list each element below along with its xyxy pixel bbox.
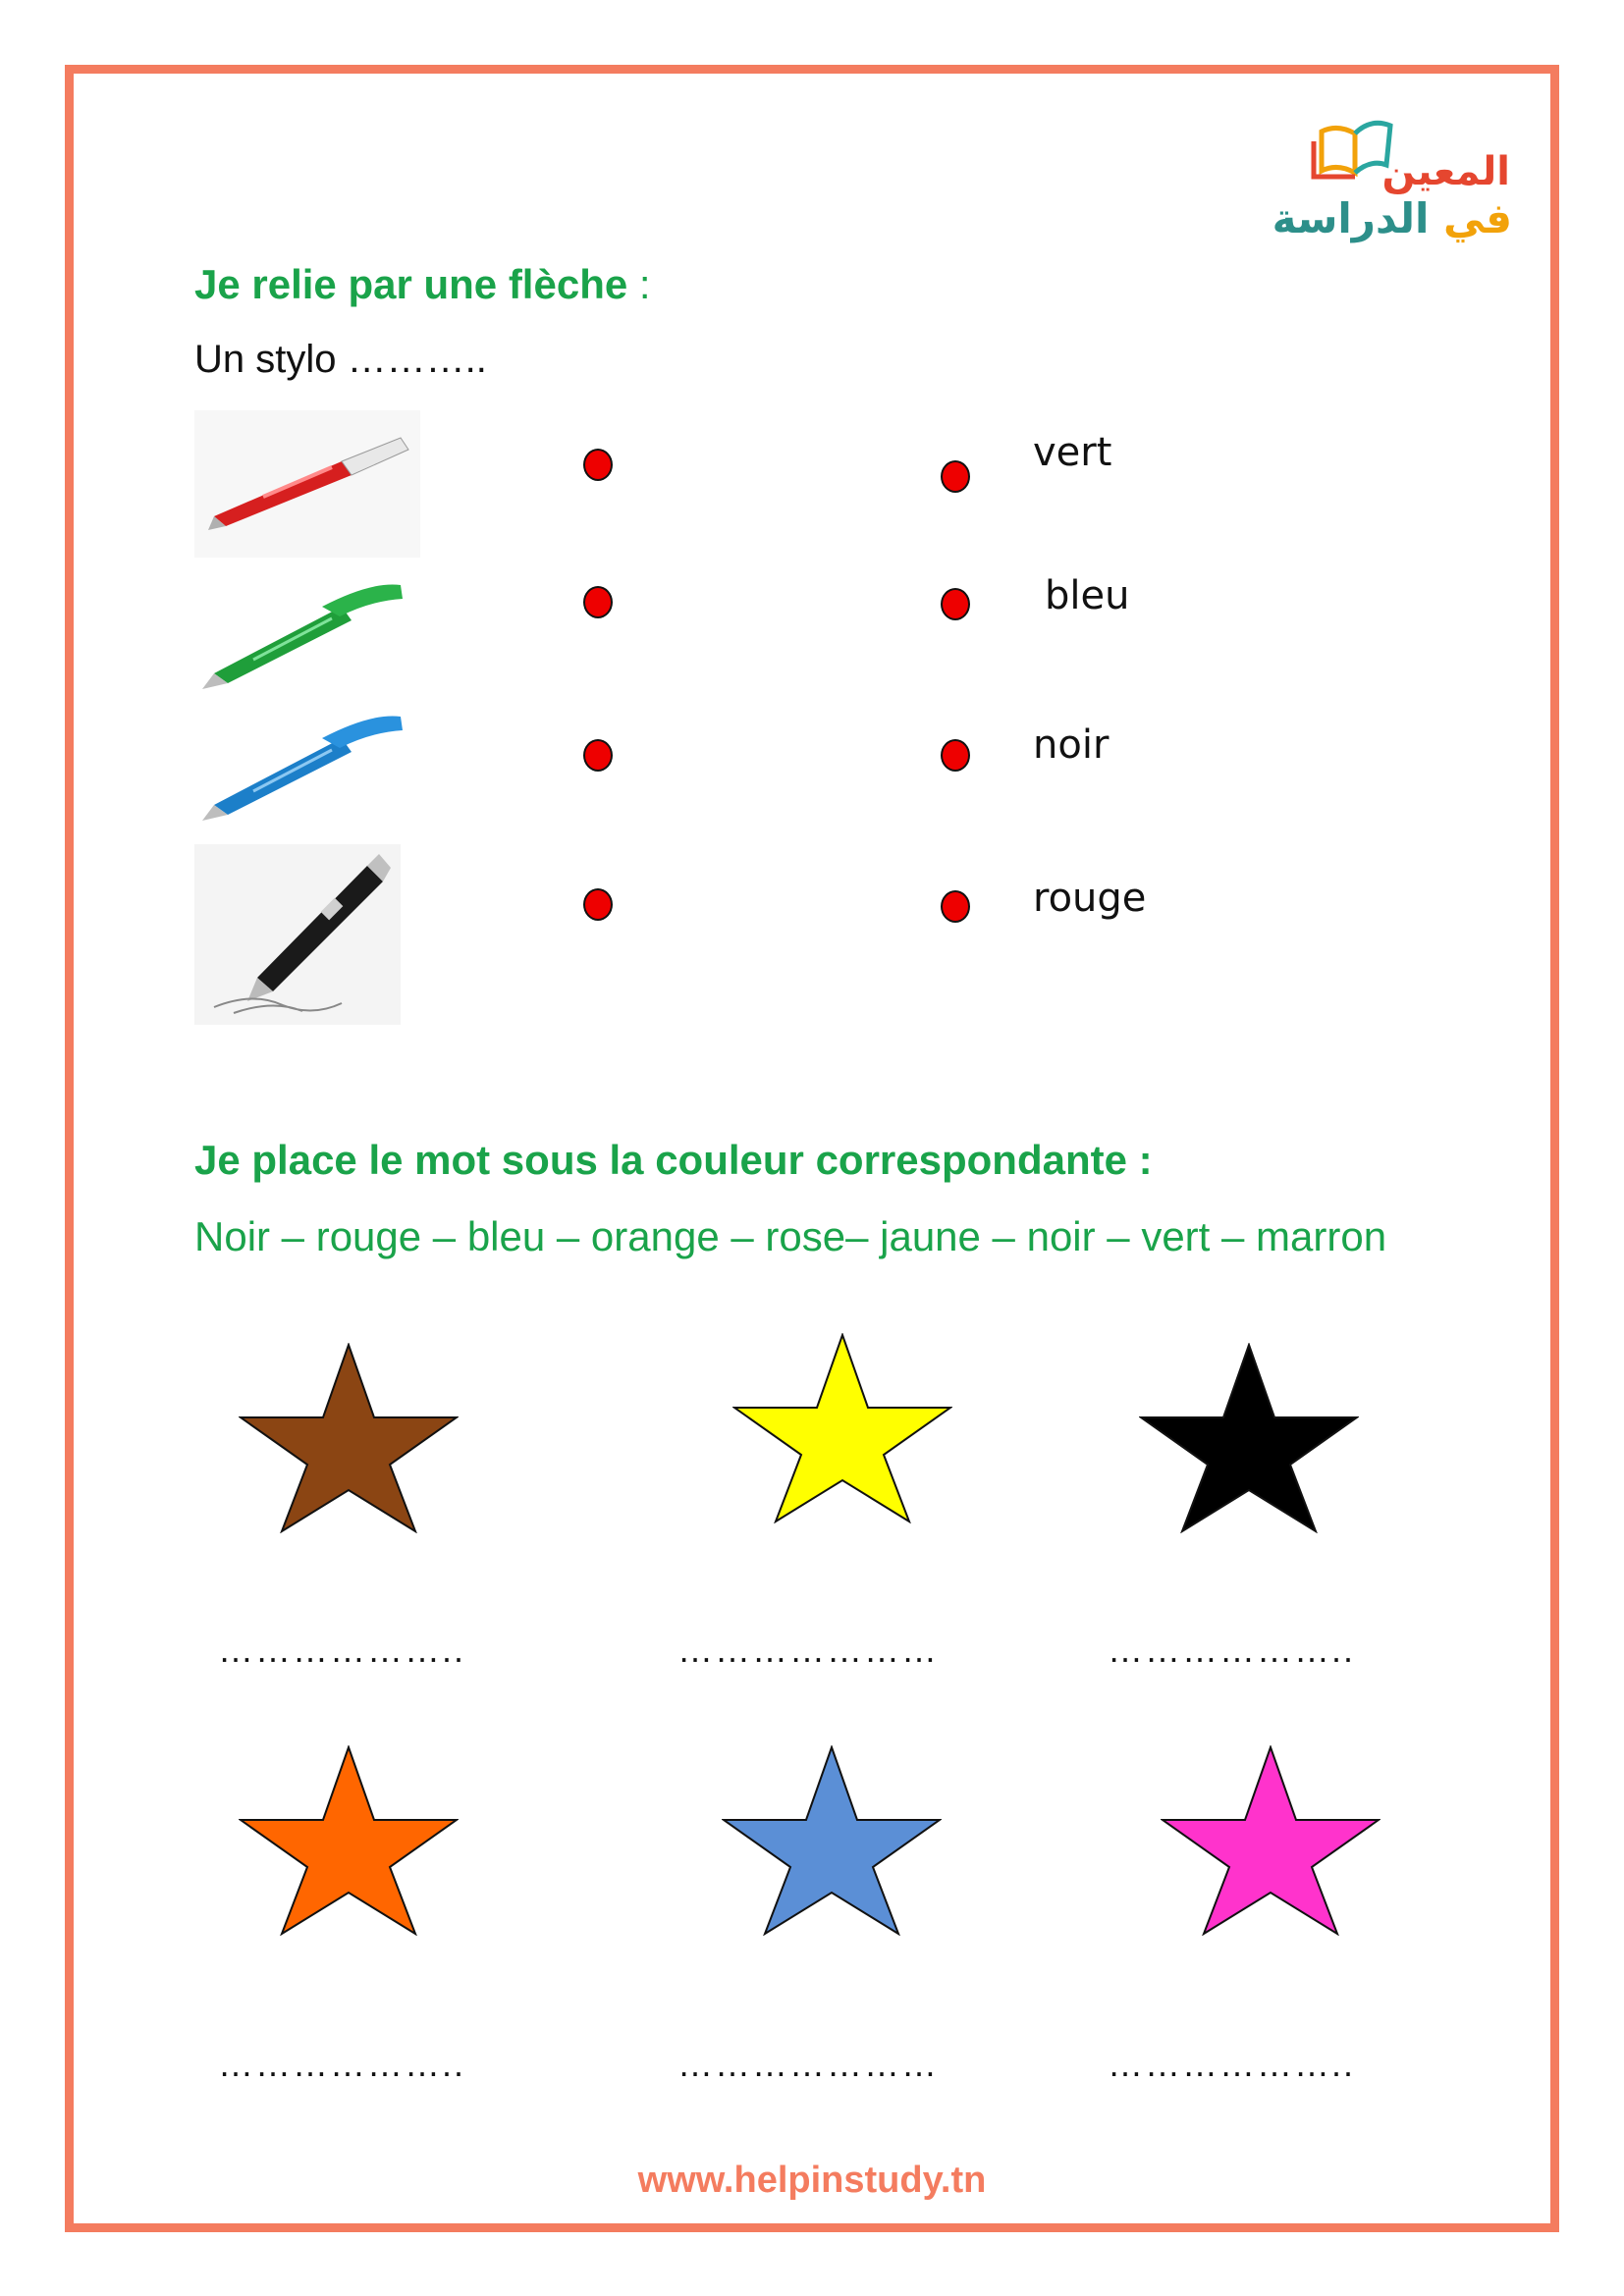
right-dot-1[interactable]	[941, 460, 970, 493]
star-pink	[1161, 1745, 1380, 1936]
answer-blank-5[interactable]: …………………	[677, 2044, 939, 2084]
answer-blank-1[interactable]: ………………..	[218, 1629, 466, 1670]
star-orange	[239, 1745, 459, 1936]
answer-blank-2[interactable]: …………………	[677, 1629, 939, 1670]
star-brown	[239, 1343, 459, 1533]
exercise1-title: Je relie par une flèche :	[194, 261, 651, 307]
logo	[1272, 106, 1520, 243]
exercise2-title: Je place le mot sous la couleur correspondante :	[194, 1137, 1153, 1183]
right-dot-2[interactable]	[941, 588, 970, 620]
red-pen-image	[194, 410, 420, 558]
word-noir: noir	[1033, 722, 1110, 768]
left-dot-4[interactable]	[583, 888, 613, 921]
star-yellow	[732, 1333, 952, 1523]
black-pen-image	[194, 844, 401, 1025]
answer-blank-4[interactable]: ………………..	[218, 2044, 466, 2084]
right-dot-4[interactable]	[941, 890, 970, 923]
answer-blank-6[interactable]: ………………..	[1108, 2044, 1356, 2084]
logo-text-2: في	[1443, 194, 1512, 242]
word-rouge: rouge	[1033, 876, 1147, 921]
logo-text-3: الدراسة	[1272, 194, 1430, 242]
answer-blank-3[interactable]: ………………..	[1108, 1629, 1356, 1670]
left-dot-1[interactable]	[583, 449, 613, 481]
exercise2-word-list: Noir – rouge – bleu – orange – rose– jaune – noir – vert – marron	[194, 1213, 1387, 1259]
green-pen-image	[194, 577, 410, 695]
right-dot-3[interactable]	[941, 739, 970, 772]
left-dot-2[interactable]	[583, 586, 613, 618]
word-bleu: bleu	[1045, 573, 1130, 618]
star-blue	[722, 1745, 942, 1936]
word-vert: vert	[1033, 430, 1112, 475]
footer-url[interactable]: www.helpinstudy.tn	[637, 2160, 987, 2201]
star-black	[1139, 1343, 1359, 1533]
left-dot-3[interactable]	[583, 739, 613, 772]
exercise1-prompt: Un stylo ………..	[194, 338, 487, 381]
logo-text-1: المعين	[1381, 149, 1510, 194]
blue-pen-image	[194, 709, 410, 827]
